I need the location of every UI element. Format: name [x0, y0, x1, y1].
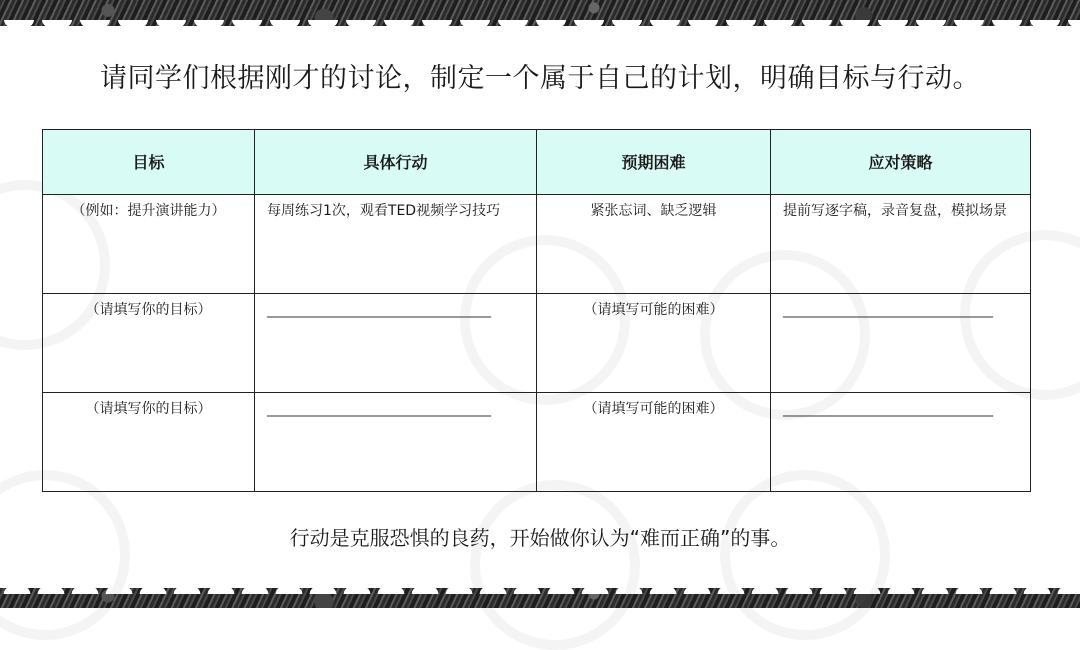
example-goal-cell: （例如：提升演讲能力） [43, 195, 255, 294]
table-row [43, 393, 1031, 492]
action-blank-line: ________________________________ [255, 294, 537, 393]
watermark-ring [0, 470, 130, 640]
top-grunge-border [0, 0, 1080, 26]
table-row [43, 195, 1031, 294]
table-header-row [43, 130, 1031, 195]
bottom-grunge-border [0, 588, 1080, 608]
difficulty-placeholder-cell: （请填写可能的困难） [537, 294, 771, 393]
watermark-ring [720, 470, 890, 640]
strategy-blank-line: ______________________________ [771, 393, 1031, 492]
example-strategy-cell: 提前写逐字稿，录音复盘，模拟场景 [771, 195, 1031, 294]
page-heading: 请同学们根据刚才的讨论，制定一个属于自己的计划，明确目标与行动。 [100, 63, 980, 94]
table-row [43, 294, 1031, 393]
difficulty-placeholder-cell: （请填写可能的困难） [537, 393, 771, 492]
goal-placeholder-cell: （请填写你的目标） [43, 294, 255, 393]
goal-placeholder-cell: （请填写你的目标） [43, 393, 255, 492]
strategy-blank-line: ______________________________ [771, 294, 1031, 393]
example-action-cell: 每周练习1次，观看TED视频学习技巧 [255, 195, 537, 294]
watermark-ring [470, 480, 640, 650]
example-difficulty-cell: 紧张忘词、缺乏逻辑 [537, 195, 771, 294]
header-goal: 目标 [43, 130, 255, 195]
header-strategy: 应对策略 [771, 130, 1031, 195]
header-difficulty: 预期困难 [537, 130, 771, 195]
plan-table [42, 129, 1031, 492]
header-action: 具体行动 [255, 130, 537, 195]
action-blank-line: ________________________________ [255, 393, 537, 492]
footer-quote: 行动是克服恐惧的良药，开始做你认为“难而正确”的事。 [289, 526, 791, 550]
